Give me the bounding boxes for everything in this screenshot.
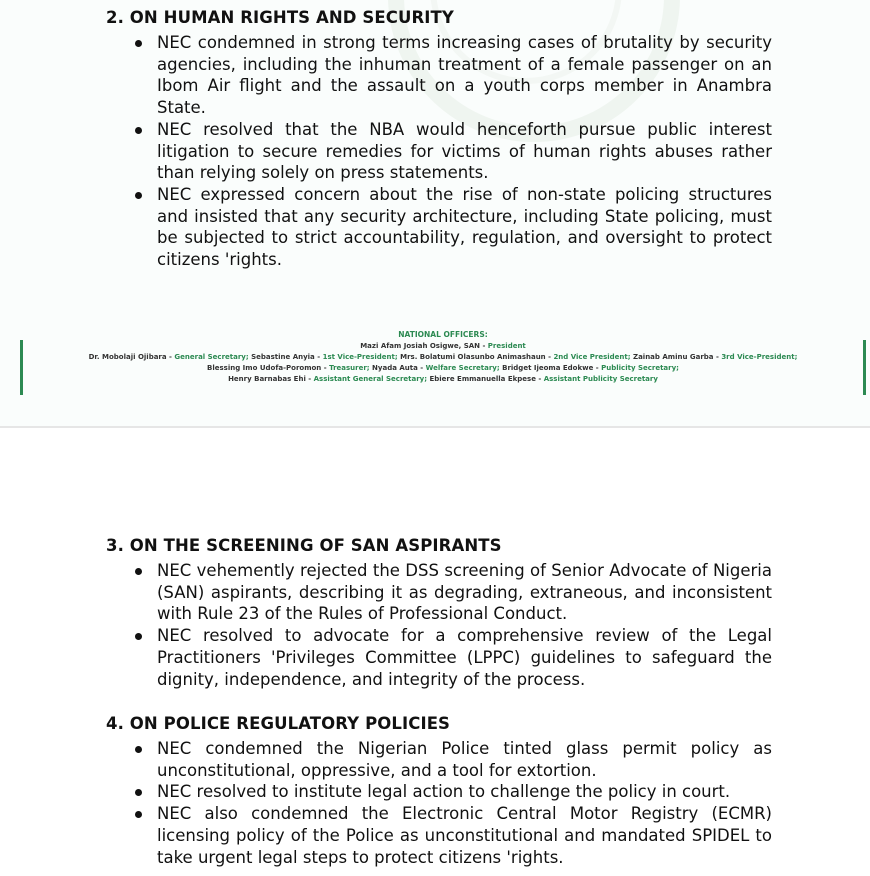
list-item: NEC condemned the Nigerian Police tinted glass permit policy as unconstitutional, oppressive, and a tool for extortion. [132,738,772,781]
bullet-dot-icon [135,746,142,753]
bullet-dot-icon [135,811,142,818]
officers-line-3: Blessing Imo Udofa-Poromon - Treasurer; Nyada Auta - Welfare Secretary; Bridget Ijeoma Edokwe - Publicity Secretary; [207,364,679,372]
section-2-list [132,32,772,271]
officers-line-2: Dr. Mobolaji Ojibara - General Secretary; Sebastine Anyia - 1st Vice-President; Mrs. Bolatumi Olasunbo Animashaun - 2nd Vice President; Zainab Aminu Garba - 3rd Vice-President; [88,353,798,361]
list-item: NEC resolved that the NBA would henceforth pursue public interest litigation to secure remedies for victims of human rights abuses rather than relying solely on press statements. [132,119,772,184]
section-3-list [132,560,772,690]
page-two [0,428,870,876]
officers-heading: NATIONAL OFFICERS: [398,330,488,339]
national-officers-footer [20,330,866,394]
bullet-dot-icon [135,192,142,199]
list-item: NEC resolved to institute legal action to challenge the policy in court. [132,781,772,803]
bullet-dot-icon [135,568,142,575]
list-item: NEC resolved to advocate for a comprehensive review of the Legal Practitioners 'Privileges Committee (LPPC) guidelines to safeguard the dignity, independence, and integrity of the process. [132,625,772,690]
list-item: NEC expressed concern about the rise of non-state policing structures and insisted that any security architecture, including State policing, must be subjected to strict accountability, regulation, and oversight to protect citizens 'rights. [132,184,772,271]
bullet-dot-icon [135,633,142,640]
bullet-dot-icon [135,40,142,47]
officers-line-4: Henry Barnabas Ehi - Assistant General Secretary; Ebiere Emmanuella Ekpese - Assistant Publicity Secretary [228,375,658,383]
list-item: NEC vehemently rejected the DSS screening of Senior Advocate of Nigeria (SAN) aspirants, describing it as degrading, extraneous, and inconsistent with Rule 23 of the Rules of Professional Conduct. [132,560,772,625]
section-3-heading: 3. ON THE SCREENING OF SAN ASPIRANTS [106,536,502,555]
section-2-heading: 2. ON HUMAN RIGHTS AND SECURITY [106,8,454,27]
section-4-list [132,738,772,868]
bullet-dot-icon [135,127,142,134]
section-4-heading: 4. ON POLICE REGULATORY POLICIES [106,714,451,733]
officers-president-line: Mazi Afam Josiah Osigwe, SAN - President [360,342,526,350]
list-item: NEC also condemned the Electronic Central Motor Registry (ECMR) licensing policy of the Police as unconstitutional and mandated SPIDEL to take urgent legal steps to protect citizens 'rights. [132,803,772,868]
page-one [0,0,870,426]
bullet-dot-icon [135,789,142,796]
list-item: NEC condemned in strong terms increasing cases of brutality by security agencies, including the inhuman treatment of a female passenger on an Ibom Air flight and the assault on a youth corps member in Anambra State. [132,32,772,119]
